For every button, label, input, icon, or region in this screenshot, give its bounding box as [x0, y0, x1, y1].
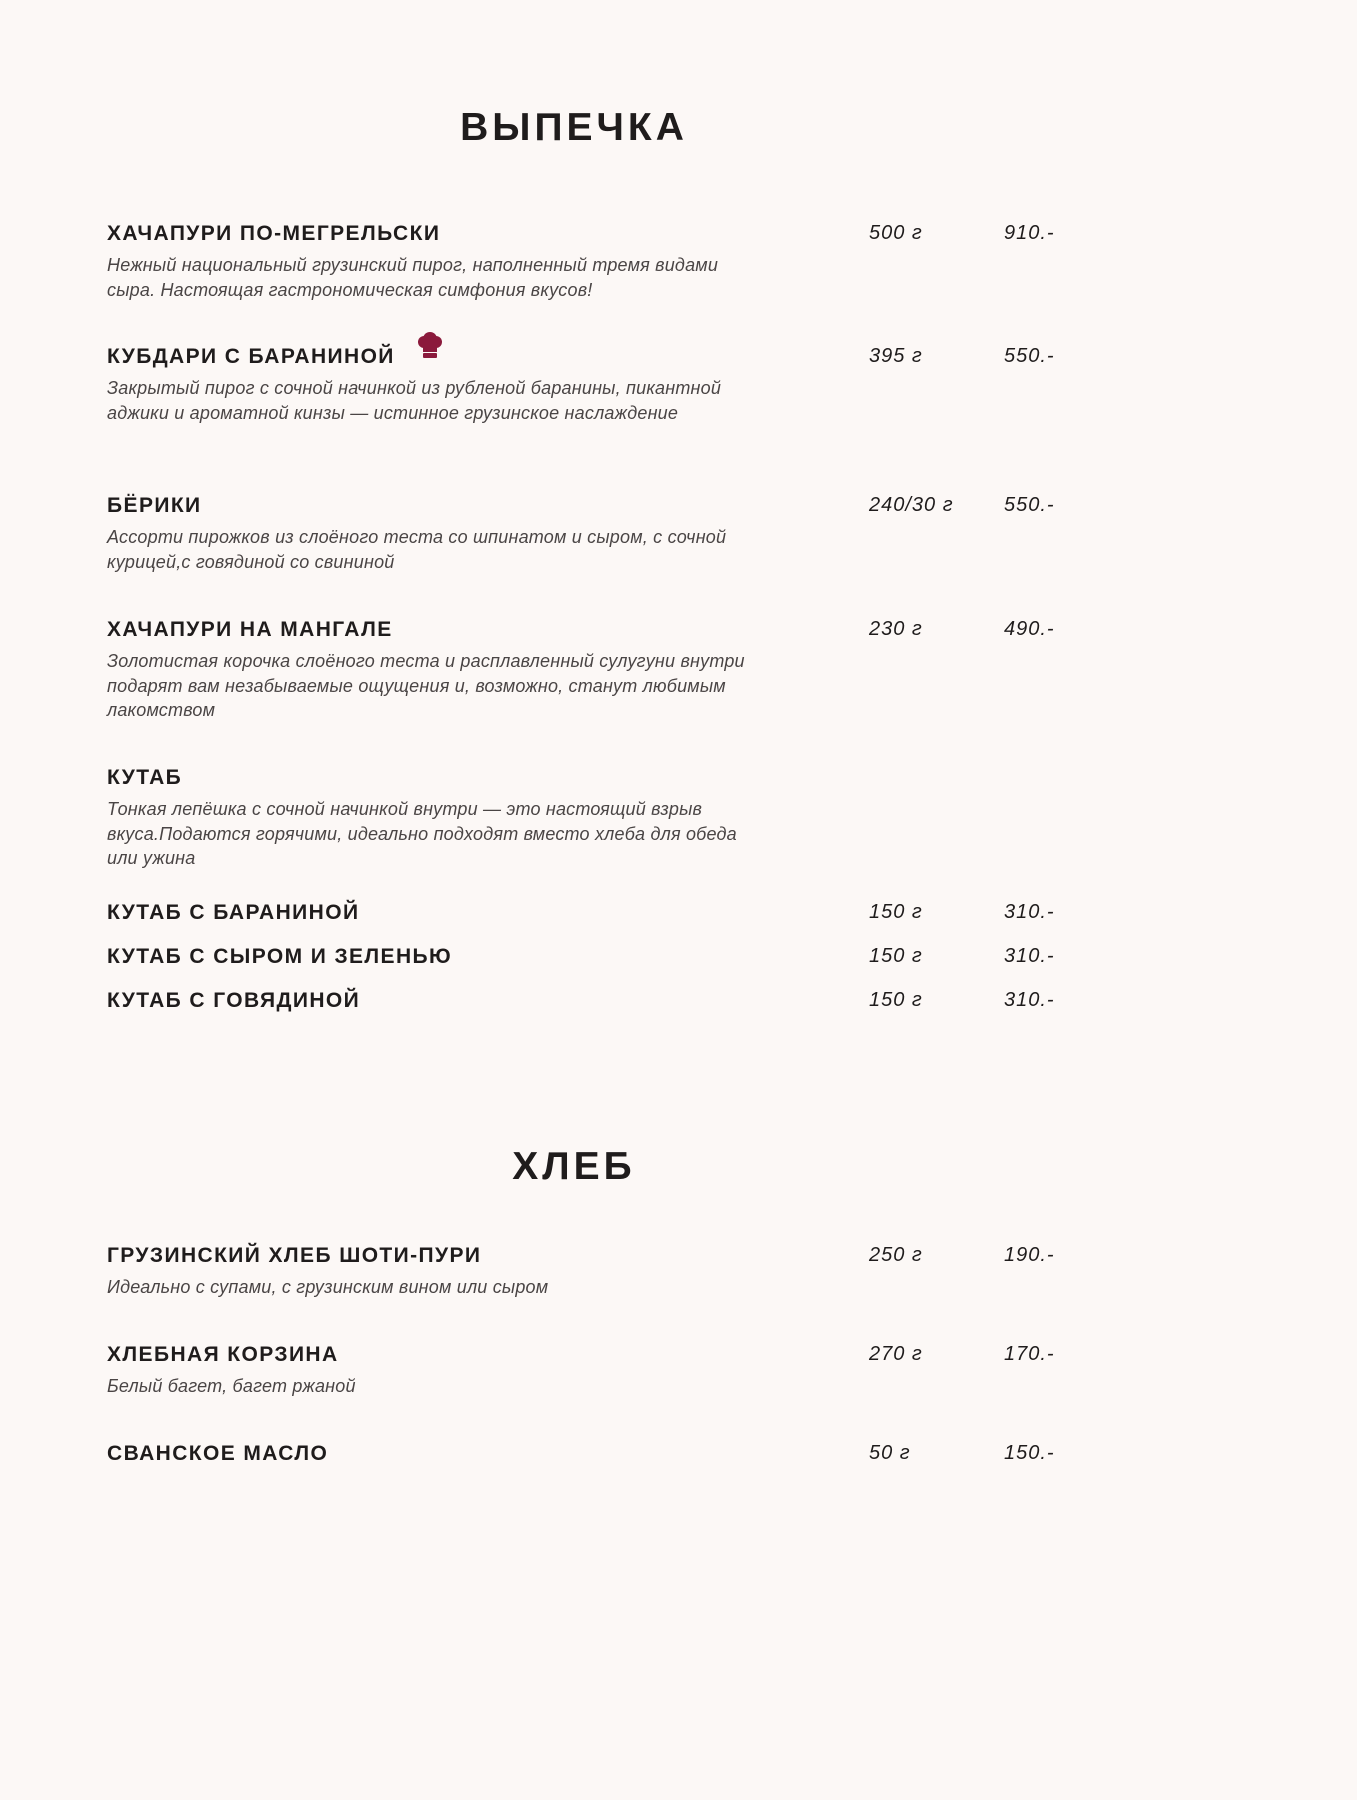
item-name: ХЛЕБНАЯ КОРЗИНА: [107, 1343, 339, 1366]
item-price: 550.-: [1004, 494, 1055, 516]
item-weight: 240/30 г: [869, 494, 954, 516]
menu-item-kutab-cheese-greens: [107, 946, 1087, 967]
item-name: ГРУЗИНСКИЙ ХЛЕБ ШОТИ-ПУРИ: [107, 1244, 482, 1267]
item-weight: 150 г: [869, 901, 923, 923]
menu-item-shoti-puri: [107, 1245, 1087, 1300]
item-weight: 250 г: [869, 1244, 923, 1266]
item-description: Ассорти пирожков из слоёного теста со шпинатом и сыром, с сочной курицей,с говядиной со свининой: [107, 527, 727, 572]
item-name: ХАЧАПУРИ ПО-МЕГРЕЛЬСКИ: [107, 222, 441, 245]
item-weight: 150 г: [869, 945, 923, 967]
item-description: Нежный национальный грузинский пирог, наполненный тремя видами сыра. Настоящая гастрономическая симфония вкусов!: [107, 255, 719, 300]
item-weight: 500 г: [869, 222, 923, 244]
item-price: 310.-: [1004, 901, 1055, 923]
item-name-text: КУБДАРИ С БАРАНИНОЙ: [107, 345, 395, 368]
item-price: 310.-: [1004, 989, 1055, 1011]
menu-item-svan-butter: [107, 1443, 1087, 1464]
item-name: КУТАБ С СЫРОМ И ЗЕЛЕНЬЮ: [107, 945, 453, 968]
item-weight: 50 г: [869, 1442, 911, 1464]
item-name: БЁРИКИ: [107, 494, 202, 517]
chef-hat-icon: [416, 332, 444, 360]
item-price: 490.-: [1004, 618, 1055, 640]
item-price: 550.-: [1004, 345, 1055, 367]
item-name: СВАНСКОЕ МАСЛО: [107, 1442, 329, 1465]
item-price: 910.-: [1004, 222, 1055, 244]
item-description: Белый багет, багет ржаной: [107, 1376, 356, 1396]
menu-item-kutab-beef: [107, 990, 1087, 1011]
item-description: Закрытый пирог с сочной начинкой из рубленой баранины, пикантной аджики и ароматной кинзы — истинное грузинское наслаждение: [107, 378, 722, 423]
item-price: 190.-: [1004, 1244, 1055, 1266]
menu-item-kubdari-lamb: [107, 346, 1087, 425]
item-weight: 395 г: [869, 345, 923, 367]
menu-item-kutab-lamb: [107, 902, 1087, 923]
item-weight: 230 г: [869, 618, 923, 640]
item-name: КУТАБ С БАРАНИНОЙ: [107, 901, 360, 924]
item-description: Тонкая лепёшка с сочной начинкой внутри — это настоящий взрыв вкуса.Подаются горячими, идеально подходят вместо хлеба для обеда или ужина: [107, 799, 737, 868]
menu-item-khachapuri-megrelian: [107, 223, 1087, 302]
menu-item-kutab: [107, 767, 1087, 871]
item-name: ХАЧАПУРИ НА МАНГАЛЕ: [107, 618, 393, 641]
item-price: 310.-: [1004, 945, 1055, 967]
item-price: 150.-: [1004, 1442, 1055, 1464]
item-name: [107, 346, 1087, 367]
menu-item-beriki: [107, 495, 1087, 574]
item-weight: 270 г: [869, 1343, 923, 1365]
item-price: 170.-: [1004, 1343, 1055, 1365]
menu-item-bread-basket: [107, 1344, 1087, 1399]
menu-item-khachapuri-mangal: [107, 619, 1087, 723]
item-description: Золотистая корочка слоёного теста и расплавленный сулугуни внутри подарят вам незабываемые ощущения и, возможно, станут любимым лакомством: [107, 651, 745, 720]
item-description: Идеально с супами, с грузинским вином или сыром: [107, 1277, 549, 1297]
item-name: КУТАБ С ГОВЯДИНОЙ: [107, 989, 361, 1012]
section-title-pastry: ВЫПЕЧКА: [460, 106, 688, 149]
item-name: КУТАБ: [107, 766, 183, 789]
item-weight: 150 г: [869, 989, 923, 1011]
section-title-bread: ХЛЕБ: [512, 1145, 636, 1188]
